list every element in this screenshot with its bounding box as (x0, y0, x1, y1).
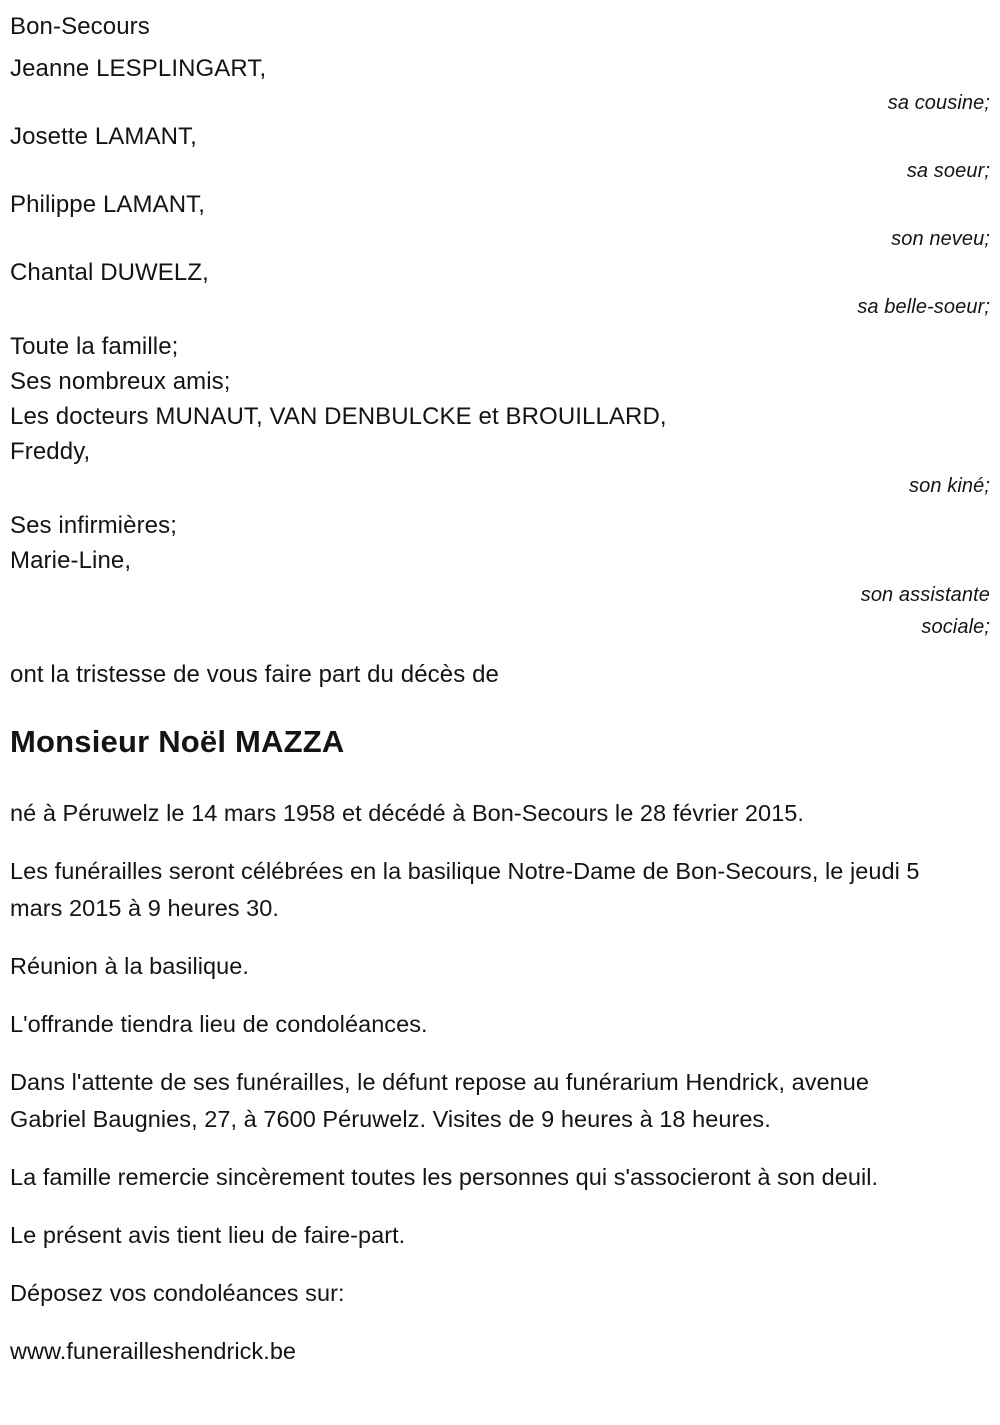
mourner-name: Josette LAMANT, (10, 123, 197, 150)
group-line-entry-3 (10, 399, 992, 434)
body-paragraph-condolences-prompt: Déposez vos condoléances sur: (10, 1280, 345, 1306)
group-line: Ses nombreux amis; (10, 368, 231, 395)
mourner-relation: sa cousine; (887, 92, 990, 114)
mourner-name: Chantal DUWELZ, (10, 259, 209, 286)
caregiver-name: Freddy, (10, 438, 91, 465)
mourner-relation: sa belle-soeur; (857, 296, 990, 318)
mourner-name: Jeanne LESPLINGART, (10, 55, 267, 82)
body-paragraph-funerarium: Dans l'attente de ses funérailles, le défunt repose au funérarium Hendrick, avenue Gabriel Baugnies, 27, à 7600 Péruwelz. Visites de 9 heures à 18 heures. (10, 1069, 870, 1132)
group-line: Toute la famille; (10, 333, 179, 360)
nurses-line-entry (10, 508, 992, 543)
nurses-line: Ses infirmières; (10, 512, 177, 539)
place-line: Bon-Secours (10, 13, 150, 40)
body-paragraph-notice: Le présent avis tient lieu de faire-part. (10, 1222, 406, 1248)
mourner-entry-1 (10, 51, 992, 119)
mourner-entry-4 (10, 255, 992, 323)
spacer (10, 643, 992, 657)
mourner-name: Philippe LAMANT, (10, 191, 206, 218)
assistant-relation: son assistante sociale; (860, 584, 990, 638)
group-line-entry-1 (10, 329, 992, 364)
mourner-relation: son neveu; (891, 228, 990, 250)
body-paragraph-gathering: Réunion à la basilique. (10, 953, 249, 979)
mourner-relation: sa soeur; (906, 160, 990, 182)
place-line-entry (10, 9, 992, 45)
deceased-name-heading: Monsieur Noël MAZZA (10, 724, 345, 759)
intro-line: ont la tristesse de vous faire part du décès de (10, 661, 499, 688)
caregiver-relation: son kiné; (909, 475, 990, 497)
intro-line-entry (10, 657, 992, 693)
body-paragraph-offering: L'offrande tiendra lieu de condoléances. (10, 1011, 428, 1037)
condolences-website-url: www.funerailleshendrick.be (10, 1338, 297, 1364)
assistant-name: Marie-Line, (10, 547, 132, 574)
mourners-section (10, 0, 992, 693)
caregiver-entry-1 (10, 434, 992, 502)
group-line: Les docteurs MUNAUT, VAN DENBULCKE et BROUILLARD, (10, 403, 667, 430)
mourner-entry-2 (10, 119, 992, 187)
group-line-entry-2 (10, 364, 992, 399)
body-section (10, 795, 938, 1370)
body-paragraph-thanks: La famille remercie sincèrement toutes les personnes qui s'associeront à son deuil. (10, 1164, 879, 1190)
mourner-entry-3 (10, 187, 992, 255)
body-paragraph-funeral: Les funérailles seront célébrées en la basilique Notre-Dame de Bon-Secours, le jeudi 5 mars 2015 à 9 heures 30. (10, 858, 920, 921)
body-paragraph-birth-death: né à Péruwelz le 14 mars 1958 et décédé à Bon-Secours le 28 février 2015. (10, 800, 804, 826)
assistant-entry (10, 543, 992, 643)
